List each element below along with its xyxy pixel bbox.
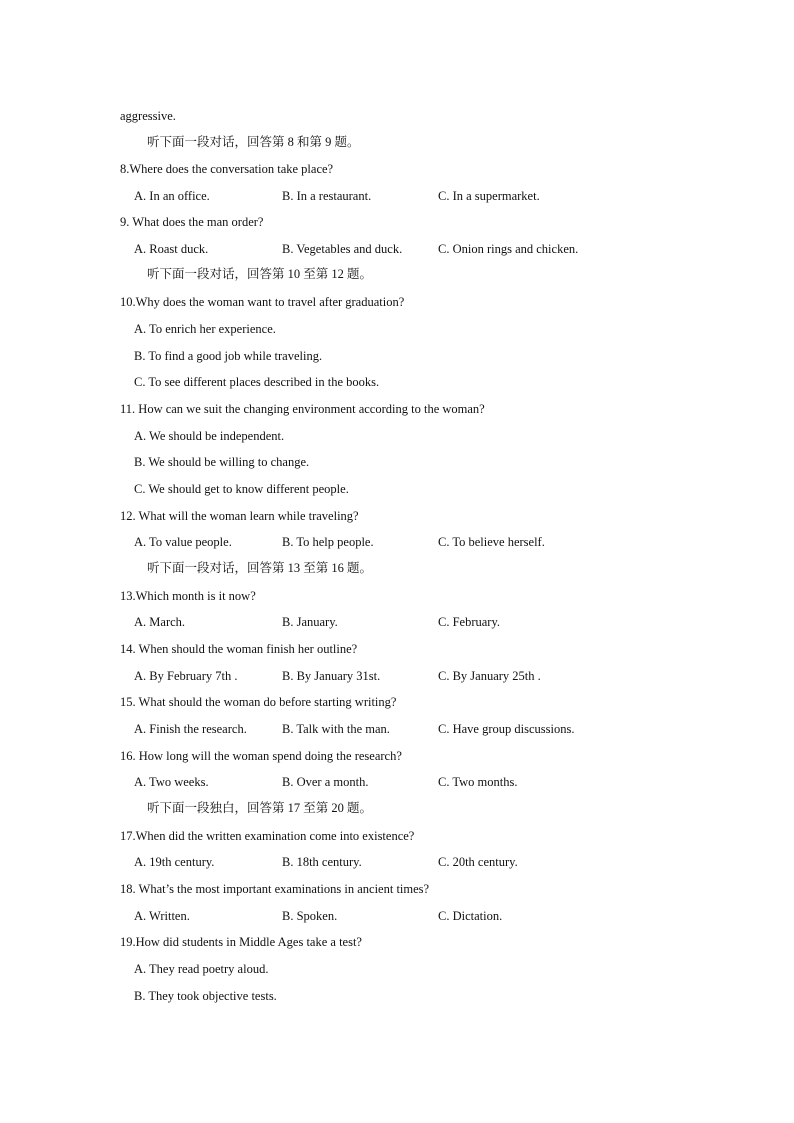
answer-option: B. In a restaurant. bbox=[282, 189, 372, 203]
question-text: 17.When did the written examination come into existence? bbox=[120, 829, 415, 843]
answer-option: C. To believe herself. bbox=[438, 535, 545, 549]
question-text: 18. What’s the most important examinations in ancient times? bbox=[120, 882, 430, 896]
answer-option: B. We should be willing to change. bbox=[134, 455, 310, 469]
section-instruction: 听下面一段对话，回答第 8 和第 9 题。 bbox=[147, 135, 360, 149]
answer-option: A. Roast duck. bbox=[134, 242, 209, 256]
answer-option: A. They read poetry aloud. bbox=[134, 962, 269, 976]
answer-option: C. Have group discussions. bbox=[438, 722, 575, 736]
answer-option: B. By January 31st. bbox=[282, 669, 381, 683]
answer-option: C. 20th century. bbox=[438, 855, 518, 869]
question-text: 13.Which month is it now? bbox=[120, 589, 256, 603]
question-text: 11. How can we suit the changing environment according to the woman? bbox=[120, 402, 485, 416]
answer-option: C. February. bbox=[438, 615, 501, 629]
answer-option: B. January. bbox=[282, 615, 338, 629]
answer-option: A. Written. bbox=[134, 909, 190, 923]
question-text: 10.Why does the woman want to travel after graduation? bbox=[120, 295, 405, 309]
answer-option: B. They took objective tests. bbox=[134, 989, 277, 1003]
question-text: 14. When should the woman finish her outline? bbox=[120, 642, 358, 656]
question-text: 9. What does the man order? bbox=[120, 215, 264, 229]
answer-option: A. To value people. bbox=[134, 535, 232, 549]
answer-option: A. 19th century. bbox=[134, 855, 215, 869]
answer-option: A. We should be independent. bbox=[134, 429, 285, 443]
answer-option: B. Vegetables and duck. bbox=[282, 242, 403, 256]
answer-option: B. Spoken. bbox=[282, 909, 338, 923]
question-text: 15. What should the woman do before starting writing? bbox=[120, 695, 397, 709]
answer-option: C. Onion rings and chicken. bbox=[438, 242, 579, 256]
answer-option: A. To enrich her experience. bbox=[134, 322, 276, 336]
answer-option: A. Two weeks. bbox=[134, 775, 209, 789]
answer-option: C. Dictation. bbox=[438, 909, 503, 923]
answer-option: B. To help people. bbox=[282, 535, 374, 549]
answer-option: B. Talk with the man. bbox=[282, 722, 390, 736]
continuation-text: aggressive. bbox=[120, 109, 176, 123]
answer-option: A. Finish the research. bbox=[134, 722, 247, 736]
question-text: 12. What will the woman learn while traveling? bbox=[120, 509, 359, 523]
question-text: 19.How did students in Middle Ages take a test? bbox=[120, 935, 362, 949]
answer-option: C. We should get to know different people. bbox=[134, 482, 349, 496]
section-instruction: 听下面一段独白，回答第 17 至第 20 题。 bbox=[147, 801, 373, 815]
answer-option: C. To see different places described in the books. bbox=[134, 375, 380, 389]
answer-option: A. By February 7th . bbox=[134, 669, 238, 683]
question-text: 16. How long will the woman spend doing the research? bbox=[120, 749, 402, 763]
question-text: 8.Where does the conversation take place? bbox=[120, 162, 334, 176]
section-instruction: 听下面一段对话，回答第 10 至第 12 题。 bbox=[147, 267, 373, 281]
answer-option: C. By January 25th . bbox=[438, 669, 541, 683]
answer-option: B. 18th century. bbox=[282, 855, 362, 869]
answer-option: C. Two months. bbox=[438, 775, 518, 789]
answer-option: A. In an office. bbox=[134, 189, 210, 203]
answer-option: B. Over a month. bbox=[282, 775, 369, 789]
answer-option: A. March. bbox=[134, 615, 186, 629]
answer-option: C. In a supermarket. bbox=[438, 189, 540, 203]
section-instruction: 听下面一段对话，回答第 13 至第 16 题。 bbox=[147, 561, 373, 575]
answer-option: B. To find a good job while traveling. bbox=[134, 349, 323, 363]
